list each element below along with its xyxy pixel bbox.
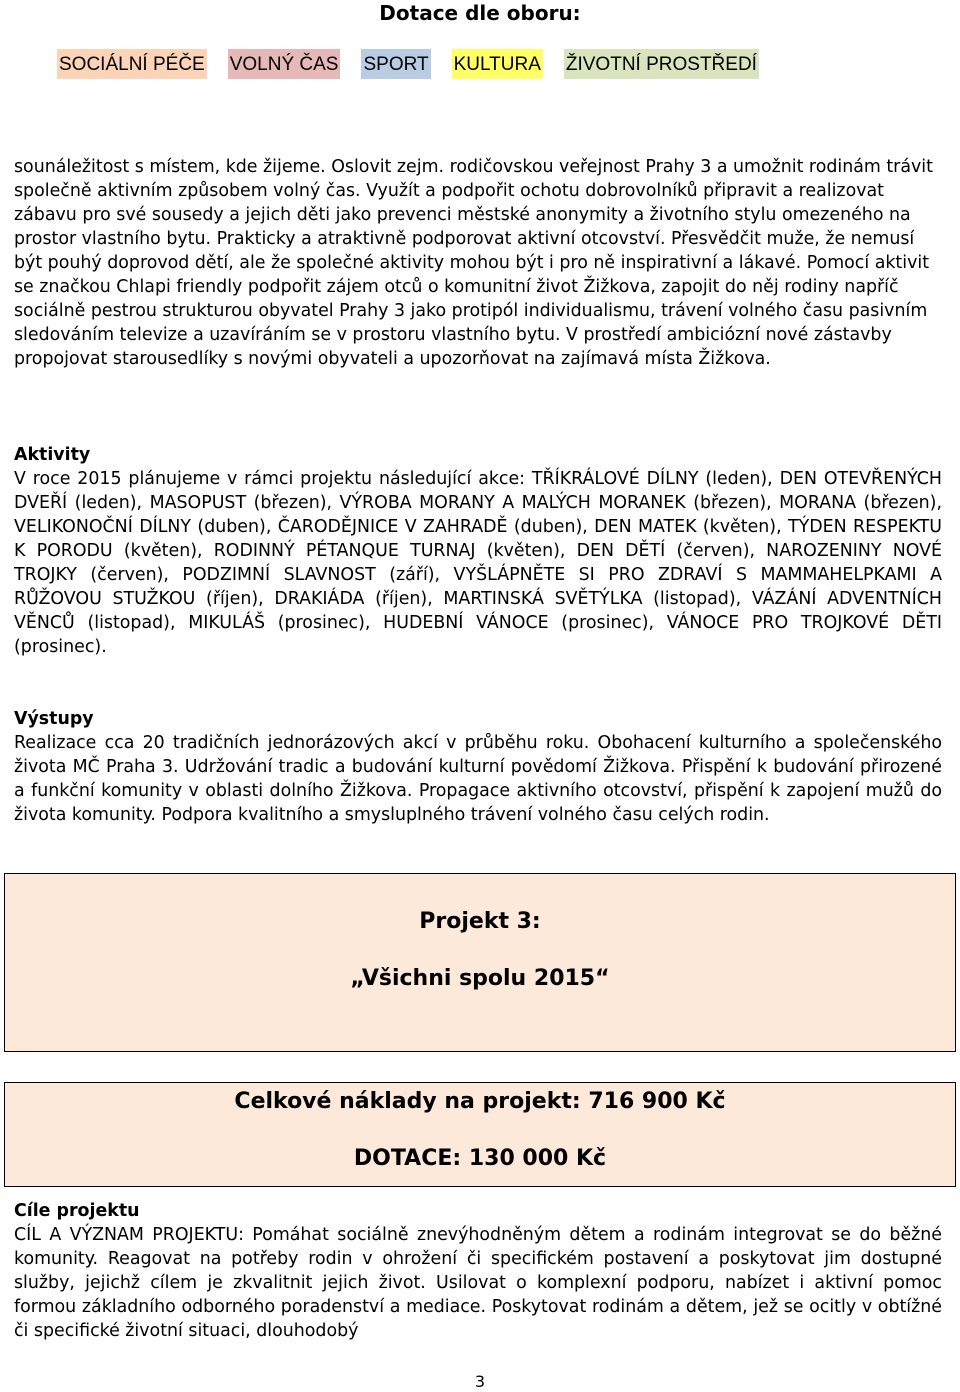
category-sport: SPORT	[361, 49, 430, 79]
goals-heading: Cíle projektu	[14, 1201, 140, 1221]
activities-heading: Aktivity	[14, 445, 91, 465]
category-culture: KULTURA	[452, 49, 543, 79]
activities-text: V roce 2015 plánujeme v rámci projektu následující akce: TŘÍKRÁLOVÉ DÍLNY (leden), DEN OTEVŘENÝCH DVEŘÍ (leden), MASOPUST (březen), VÝROBA MORANY A MALÝCH MORANEK (březen), MORANA (březen), VELIKONOČNÍ DÍLNY (duben), ČARODĚJNICE V ZAHRADĚ (duben), DEN MATEK (květen), TÝDEN RESPEKTU K PORODU (květen), RODINNÝ PÉTANQUE TURNAJ (květen), DEN DĚTÍ (červen), NAROZENINY NOVÉ TROJKY (červen), PODZIMNÍ SLAVNOST (září), VYŠLÁPNĚTE SI PRO ZDRAVÍ S MAMMAHELPKAMI A RŮŽOVOU STUŽKOU (říjen), DRAKIÁDA (říjen), MARTINSKÁ SVĚTÝLKA (listopad), VÁZÁNÍ ADVENTNÍCH VĚNCŮ (listopad), MIKULÁŠ (prosinec), HUDEBNÍ VÁNOCE (prosinec), VÁNOCE PRO TROJKOVÉ DĚTI (prosinec).	[14, 469, 942, 657]
outputs-heading: Výstupy	[14, 709, 94, 729]
project-number: Projekt 3:	[419, 909, 541, 934]
page-number: 3	[474, 1372, 486, 1391]
category-environment: ŽIVOTNÍ PROSTŘEDÍ	[564, 49, 759, 79]
project-cost-box	[4, 1082, 956, 1187]
category-free-time: VOLNÝ ČAS	[228, 49, 341, 79]
goals-text: CÍL A VÝZNAM PROJEKTU: Pomáhat sociálně znevýhodněným dětem a rodinám integrovat se do běžné komunity. Reagovat na potřeby rodin v ohrožení či specifickém postavení a poskytovat jim dostupné služby, jejichž cílem je zkvalitnit jejich život. Usilovat o komplexní podporu, nabízet i aktivní pomoc formou základního odborného poradenství a mediace. Poskytovat rodinám a dětem, jež se ocitly v obtížné či specifické životní situaci, dlouhodobý	[14, 1225, 942, 1341]
outputs-text: Realizace cca 20 tradičních jednorázových akcí v průběhu roku. Obohacení kulturního a společenského života MČ Praha 3. Udržování tradic a budování kulturní povědomí Žižkova. Přispění k budování přirozené a funkční komunity v oblasti dolního Žižkova. Propagace aktivního otcovství, přispění k zapojení mužů do života komunity. Podpora kvalitního a smysluplného trávení volného času celých rodin.	[14, 733, 942, 825]
total-costs: Celkové náklady na projekt: 716 900 Kč	[234, 1089, 726, 1114]
intro-paragraph: sounáležitost s místem, kde žijeme. Oslovit zejm. rodičovskou veřejnost Prahy 3 a umožnit rodinám trávit společně aktivním způsobem volný čas. Využít a podpořit ochotu dobrovolníků připravit a realizovat zábavu pro své sousedy a jejich děti jako prevenci městské anonymity a životního stylu omezeného na prostor vlastního bytu. Prakticky a atraktivně podporovat aktivní otcovství. Přesvědčit muže, že nemusí být pouhý doprovod dětí, ale že společné aktivity mohou být i pro ně inspirativní a lákavé. Pomocí aktivit se značkou Chlapi friendly podpořit zájem otců o komunitní život Žižkova, zapojit do něj rodiny napříč sociálně pestrou strukturou obyvatel Prahy 3 jako protipól individualismu, trávení volného času pasivním sledováním televize a uzavíráním se v prostoru vlastního bytu. V prostředí ambiciózní nové zástavby propojovat starousedlíky s novými obyvateli a upozorňovat na zajímavá místa Žižkova.	[14, 157, 933, 369]
project-name: „Všichni spolu 2015“	[350, 966, 610, 991]
page-title: Dotace dle oboru:	[379, 1, 581, 25]
subsidy-amount: DOTACE: 130 000 Kč	[353, 1146, 607, 1171]
category-bar	[57, 49, 759, 79]
project-title-box	[4, 873, 956, 1052]
category-social-care: SOCIÁLNÍ PÉČE	[57, 49, 207, 79]
